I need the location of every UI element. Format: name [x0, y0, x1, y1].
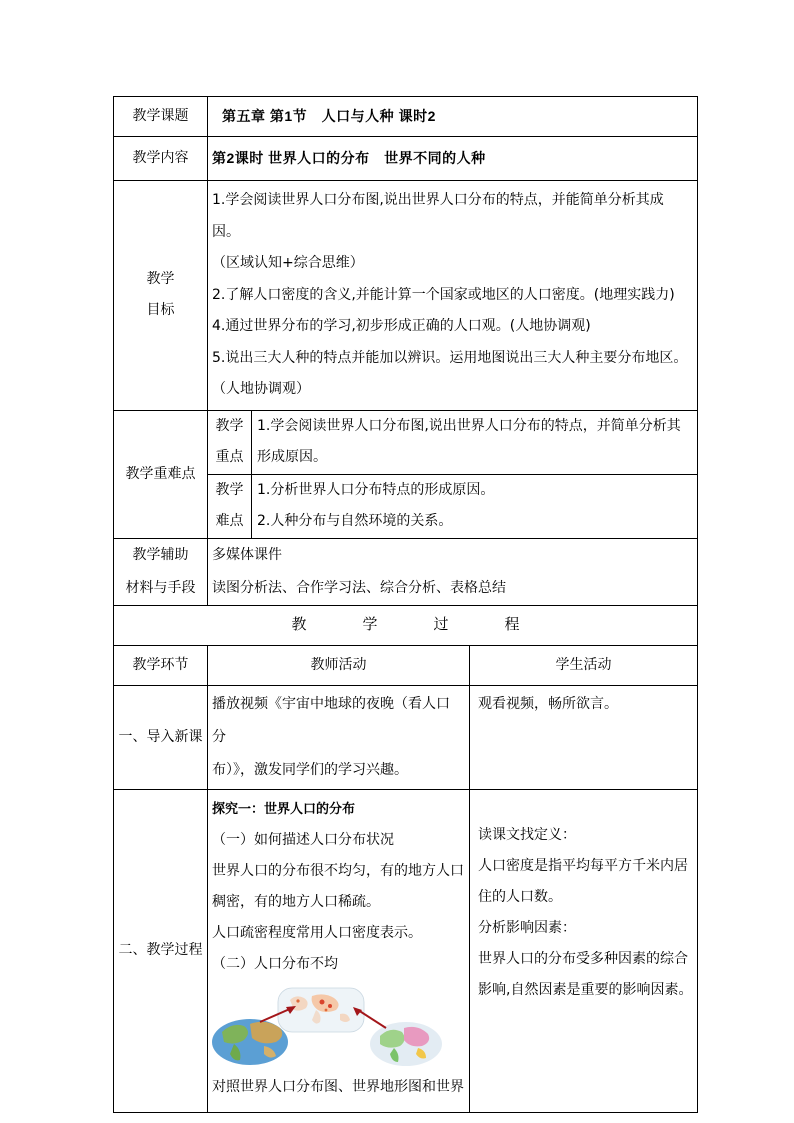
- student-line: 读课文找定义：: [478, 826, 576, 843]
- difficulty-label-line2: 难点: [215, 513, 244, 529]
- teacher-line: （一）如何描述人口分布状况: [212, 831, 394, 848]
- process-title: [114, 605, 698, 645]
- focus-row: [114, 410, 698, 474]
- map-comparison-figure: [212, 986, 465, 1070]
- aids-line1: 多媒体课件: [212, 546, 282, 563]
- intro-teacher: [208, 685, 470, 789]
- focus-item: 形成原因。: [257, 449, 327, 465]
- student-line: 人口密度是指平均每平方千米内居: [478, 857, 688, 874]
- difficulty-content: [252, 474, 698, 538]
- teacher-header: 教师活动: [208, 645, 470, 685]
- focus-label-line2: 重点: [215, 449, 244, 465]
- student-line: 世界人口的分布受多种因素的综合: [478, 950, 688, 967]
- climate-map-icon: [370, 1022, 442, 1066]
- process-title-row: [114, 605, 698, 645]
- aids-row: [114, 538, 698, 605]
- intro-teacher-line: 播放视频《宇宙中地球的夜晚（看人口分: [212, 695, 450, 745]
- objectives-list: [208, 181, 698, 411]
- content-value: 第2课时 世界人口的分布 世界不同的人种: [208, 137, 698, 181]
- focus-label: [208, 410, 252, 474]
- world-maps-illustration: [212, 986, 452, 1070]
- topic-row: [114, 97, 698, 137]
- teacher-line: （二）人口分布不均: [212, 955, 338, 972]
- explore-heading: 探究一：世界人口的分布: [212, 801, 356, 817]
- content-row: [114, 137, 698, 181]
- process-title-char: 过: [433, 615, 449, 633]
- intro-stage: 一、导入新课: [114, 685, 208, 789]
- objective-item: 2.了解人口密度的含义,并能计算一个国家或地区的人口密度。(地理实践力): [212, 286, 675, 303]
- student-line: 住的人口数。: [478, 888, 562, 905]
- objectives-row: [114, 181, 698, 411]
- student-line: 分析影响因素：: [478, 919, 576, 936]
- objective-item: 4.通过世界分布的学习,初步形成正确的人口观。(人地协调观): [212, 318, 591, 334]
- objectives-label: [114, 181, 208, 411]
- process-stage: 二、教学过程: [114, 789, 208, 1112]
- lesson-plan-table: [113, 96, 698, 1113]
- aids-label-line2: 材料与手段: [125, 579, 196, 596]
- physical-map-icon: [212, 1019, 288, 1065]
- process-title-char: 程: [504, 615, 520, 633]
- objective-item: 1.学会阅读世界人口分布图,说出世界人口分布的特点，并能简单分析其成因。: [212, 192, 664, 240]
- focus-content: [252, 410, 698, 474]
- teacher-line: 人口疏密程度常用人口密度表示。: [212, 924, 422, 941]
- focus-label-line1: 教学: [215, 417, 244, 434]
- stage-header: 教学环节: [114, 645, 208, 685]
- teacher-line: 稠密，有的地方人口稀疏。: [212, 893, 380, 910]
- intro-teacher-line: 布）》，激发同学们的学习兴趣。: [212, 761, 408, 778]
- student-header: 学生活动: [470, 645, 698, 685]
- intro-row: [114, 685, 698, 789]
- content-label: 教学内容: [114, 137, 208, 181]
- aids-label: [114, 538, 208, 605]
- process-row: [114, 789, 698, 1112]
- process-title-char: 教: [291, 615, 307, 633]
- topic-label: 教学课题: [114, 97, 208, 137]
- difficulty-label: [208, 474, 252, 538]
- objective-item: 5.说出三大人种的特点并能加以辨识。运用地图说出三大人种主要分布地区。: [212, 349, 688, 366]
- difficulty-item: 2.人种分布与自然环境的关系。: [257, 513, 453, 529]
- teacher-line-after-maps: 对照世界人口分布图、世界地形图和世界: [212, 1078, 464, 1095]
- focus-item: 1.学会阅读世界人口分布图,说出世界人口分布的特点，并简单分析其: [257, 417, 681, 434]
- objectives-label-line2: 目标: [146, 302, 175, 319]
- process-header-row: [114, 645, 698, 685]
- aids-label-line1: 教学辅助: [132, 546, 189, 563]
- difficulty-label-line1: 教学: [215, 481, 244, 498]
- objectives-label-line1: 教学: [146, 271, 175, 288]
- process-teacher: [208, 789, 470, 1112]
- topic-value: 第五章 第1节 人口与人种 课时2: [208, 97, 698, 137]
- aids-line2: 读图分析法、合作学习法、综合分析、表格总结: [212, 579, 506, 596]
- objective-item: （区域认知+综合思维）: [212, 255, 364, 271]
- process-title-char: 学: [362, 615, 378, 633]
- objective-item: （人地协调观）: [212, 381, 310, 397]
- process-student: [470, 789, 698, 1112]
- aids-content: [208, 538, 698, 605]
- teacher-line: 世界人口的分布很不均匀，有的地方人口: [212, 862, 464, 879]
- key-points-label: 教学重难点: [114, 410, 208, 538]
- intro-student-text: 观看视频，畅所欲言。: [478, 695, 618, 712]
- intro-student: [470, 685, 698, 789]
- difficulty-item: 1.分析世界人口分布特点的形成原因。: [257, 481, 495, 498]
- student-line: 影响,自然因素是重要的影响因素。: [478, 981, 693, 998]
